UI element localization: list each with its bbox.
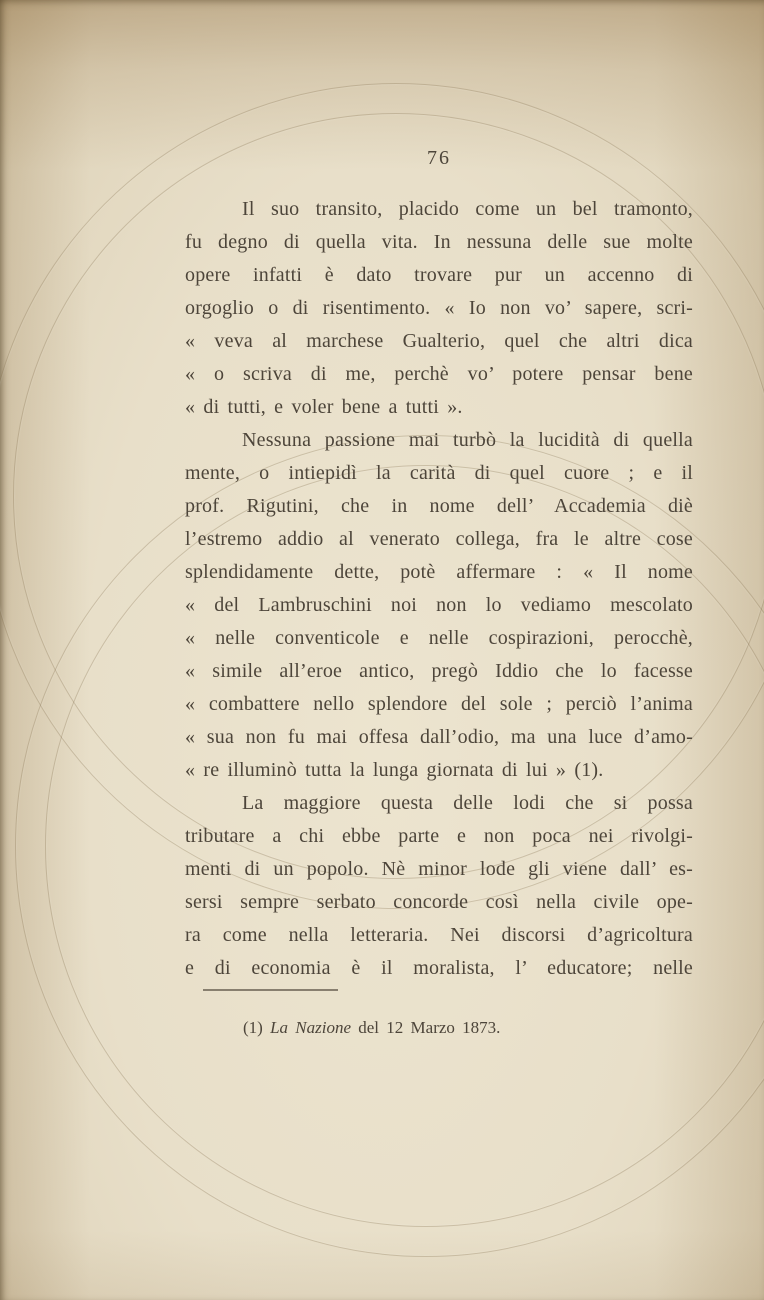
text-line: ra come nella letteraria. Nei discorsi d’agricoltura — [185, 924, 693, 946]
text-line: « di tutti, e voler bene a tutti ». — [185, 396, 463, 418]
text-line: mente, o intiepidì la carità di quel cuore ; e il — [185, 462, 693, 484]
text-line: fu degno di quella vita. In nessuna delle sue molte — [185, 231, 693, 253]
text-line: orgoglio o di risentimento. « Io non vo’ sapere, scri- — [185, 297, 693, 319]
text-line: « veva al marchese Gualterio, quel che altri dica — [185, 330, 693, 352]
text-line: « re illuminò tutta la lunga giornata di lui » (1). — [185, 759, 604, 781]
text-line: splendidamente dette, potè affermare : « Il nome — [185, 561, 693, 583]
text-line: e di economia è il moralista, l’ educatore; nelle — [185, 957, 693, 979]
text-line: Il suo transito, placido come un bel tramonto, — [242, 198, 693, 220]
text-line: « sua non fu mai offesa dall’odio, ma una luce d’amo- — [185, 726, 693, 748]
page-number: 76 — [427, 147, 451, 169]
footnote-text: del 12 Marzo 1873. — [358, 1018, 501, 1037]
text-line: « o scriva di me, perchè vo’ potere pensar bene — [185, 363, 693, 385]
footnote-divider — [203, 989, 338, 991]
text-line: Nessuna passione mai turbò la lucidità di quella — [242, 429, 693, 451]
text-line: tributare a chi ebbe parte e non poca nei rivolgi- — [185, 825, 693, 847]
footnote-marker: (1) — [243, 1018, 263, 1037]
text-line: La maggiore questa delle lodi che si possa — [242, 792, 693, 814]
footnote-work-title: La Nazione — [270, 1018, 352, 1037]
text-line: « simile all’eroe antico, pregò Iddio che lo facesse — [185, 660, 693, 682]
text-line: « nelle conventicole e nelle cospirazioni, perocchè, — [185, 627, 693, 649]
text-line: « combattere nello splendore del sole ; perciò l’anima — [185, 693, 693, 715]
text-line: prof. Rigutini, che in nome dell’ Accademia diè — [185, 495, 693, 517]
page-text — [185, 193, 693, 985]
text-line: menti di un popolo. Nè minor lode gli viene dall’ es- — [185, 858, 693, 880]
text-line: l’estremo addio al venerato collega, fra le altre cose — [185, 528, 693, 550]
footnote — [243, 1018, 500, 1038]
text-line: « del Lambruschini noi non lo vediamo mescolato — [185, 594, 693, 616]
text-line: sersi sempre serbato concorde così nella civile ope- — [185, 891, 693, 913]
text-line: opere infatti è dato trovare pur un accenno di — [185, 264, 693, 286]
